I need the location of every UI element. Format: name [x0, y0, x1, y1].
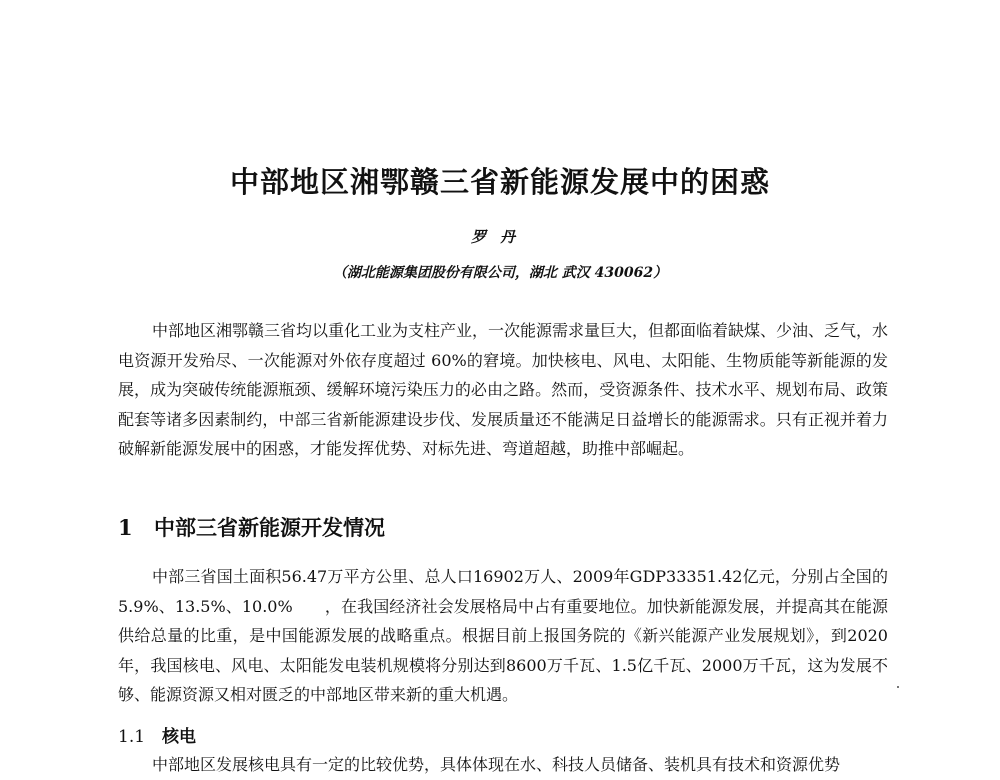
section-1-1-heading [118, 722, 196, 747]
section-1-1-title: 核电 [162, 727, 196, 747]
abstract-text: 中部地区湘鄂赣三省均以重化工业为支柱产业，一次能源需求量巨大，但都面临着缺煤、少油、乏气，水电资源开发殆尽、一次能源对外依存度超过 60%的窘境。加快核电、风电、太阳能、生物质能等新能源的发展，成为突破传统能源瓶颈、缓解环境污染压力的必由之路。然而，受资源条件、技术水平、规划布局、政策配套等诸多因素制约，中部三省新能源建设步伐、发展质量还不能满足日益增长的能源需求。只有正视并着力破解新能源发展中的困惑，才能发挥优势、对标先进、弯道超越，助推中部崛起。 [118, 321, 889, 458]
section-1-paragraph [118, 562, 888, 710]
section-1-1-text: 中部地区发展核电具有一定的比较优势，具体体现在水、科技人员储备、装机具有技术和资源优势 [152, 755, 841, 774]
section-1-1-paragraph [118, 750, 888, 780]
scan-speck [897, 686, 899, 688]
section-1-text: 中部三省国土面积56.47万平方公里、总人口16902万人、2009年GDP33351.42亿元，分别占全国的5.9%、13.5%、10.0% ，在我国经济社会发展格局中占有重要地位。加快新能源发展，并提高其在能源供给总量的比重，是中国能源发展的战略重点。根据目前上报国务院的《新兴能源产业发展规划》，到2020年，我国核电、风电、太阳能发电装机规模将分别达到8600万千瓦、1.5亿千瓦、2000万千瓦，这为发展不够、能源资源又相对匮乏的中部地区带来新的重大机遇。 [118, 567, 888, 704]
author-affiliation: （湖北能源集团股份有限公司，湖北 武汉 430062） [332, 265, 668, 281]
abstract-paragraph [118, 316, 888, 464]
section-1-heading [118, 512, 385, 542]
author-name: 罗丹 [470, 228, 529, 246]
paper-title: 中部地区湘鄂赣三省新能源发展中的困惑 [229, 165, 770, 199]
section-1-1-number: 1.1 [118, 727, 146, 747]
section-1-title: 中部三省新能源开发情况 [154, 516, 385, 540]
section-1-number: 1 [118, 515, 133, 540]
